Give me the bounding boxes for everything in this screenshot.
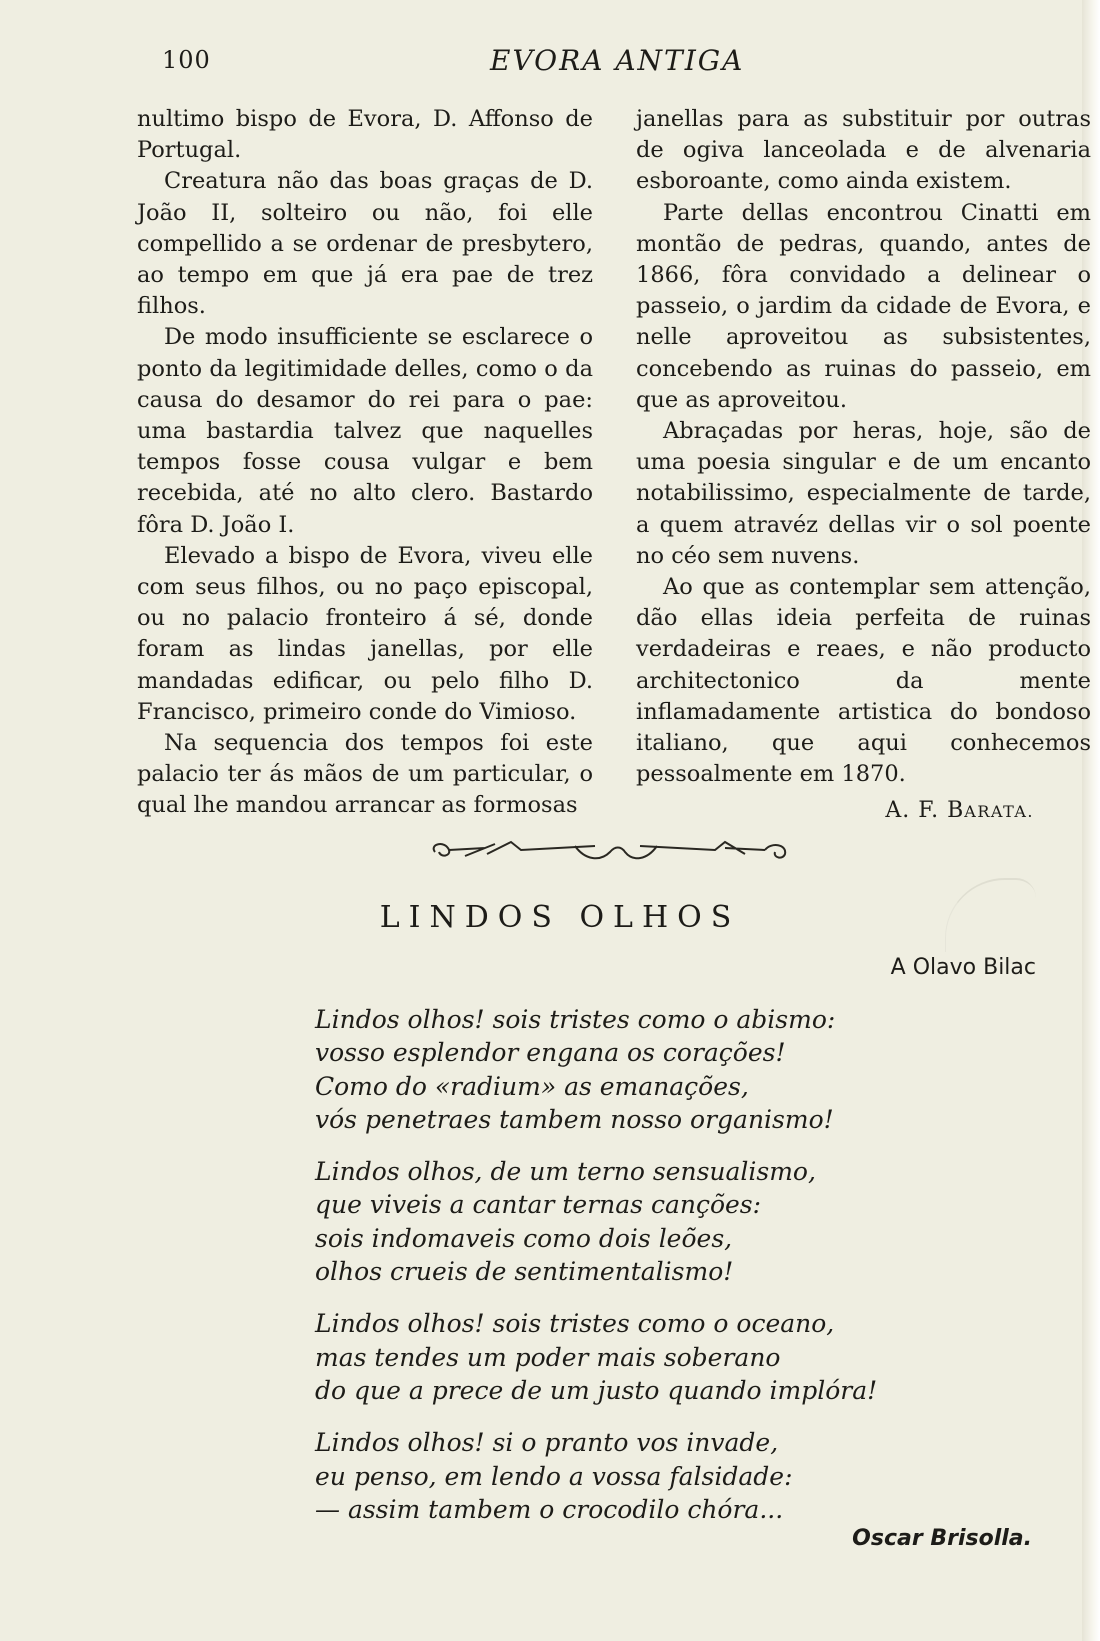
poem-title: LINDOS OLHOS bbox=[379, 900, 741, 935]
poem-line: eu penso, em lendo a vossa falsidade: bbox=[315, 1461, 793, 1491]
paragraph: De modo insufficiente se esclarece o ponto da legitimidade delles, como o da causa do desamor do rei para o pae: uma bastardia talvez que naquelles tempos fosse cousa vulgar e bem recebida, até no alto clero. Bastardo fôra D. João I. bbox=[137, 324, 593, 538]
paragraph: Creatura não das boas graças de D. João II, solteiro ou não, foi elle compellido a se ordenar de presbytero, ao tempo em que já era pae de trez filhos. bbox=[137, 168, 593, 320]
divider-ornament bbox=[425, 832, 805, 872]
poem-line: que viveis a cantar ternas canções: bbox=[315, 1190, 762, 1220]
poem-line: Lindos olhos, de um terno sensualismo, bbox=[315, 1157, 816, 1187]
article-signature bbox=[700, 798, 1034, 823]
left-column bbox=[137, 104, 593, 822]
poem-line: do que a prece de um justo quando implóra! bbox=[315, 1375, 878, 1405]
page-number: 100 bbox=[162, 46, 211, 74]
poem-stanza bbox=[315, 1426, 935, 1526]
poem-line: sois indomaveis como dois leões, bbox=[315, 1223, 733, 1253]
poem-stanza bbox=[315, 1003, 935, 1136]
poem-line: Como do «radium» as emanações, bbox=[315, 1071, 749, 1101]
poem-dedication: A Olavo Bilac bbox=[890, 955, 1036, 980]
poem-author: Oscar Brisolla. bbox=[852, 1526, 1032, 1551]
poem-stanza bbox=[315, 1307, 935, 1407]
poem-line: Lindos olhos! si o pranto vos invade, bbox=[315, 1428, 779, 1458]
running-title: EVORA ANTIGA bbox=[490, 44, 745, 77]
paragraph: janellas para as substituir por outras de ogiva lanceolada e de alvenaria esboroante, como ainda existem. bbox=[636, 106, 1091, 195]
poem-body bbox=[315, 1003, 935, 1545]
page-header bbox=[0, 46, 1100, 86]
paper-stain bbox=[945, 878, 1036, 952]
poem-stanza bbox=[315, 1155, 935, 1288]
poem-line: mas tendes um poder mais soberano bbox=[315, 1342, 781, 1372]
paragraph: Parte dellas encontrou Cinatti em montão de pedras, quando, antes de 1866, fôra convidado a delinear o passeio, o jardim da cidade de Evora, e nelle aproveitou as subsistentes, concebendo as ruinas do passeio, em que as aproveitou. bbox=[636, 199, 1091, 413]
paragraph: Abraçadas por heras, hoje, são de uma poesia singular e de um encanto notabilissimo, especialmente de tarde, a quem atravéz dellas vir o sol poente no céo sem nuvens. bbox=[636, 418, 1091, 569]
signature-surname: ARATA. bbox=[964, 802, 1034, 821]
poem-line: Lindos olhos! sois tristes como o oceano, bbox=[315, 1309, 835, 1339]
paragraph: nultimo bispo de Evora, D. Affonso de Portugal. bbox=[137, 106, 593, 164]
signature-initials: A. F. B bbox=[885, 798, 965, 823]
paragraph: Ao que as contemplar sem attenção, dão ellas ideia perfeita de ruinas verdadeiras e reaes, e não producto architectonico da mente inflamadamente artistica do bondoso italiano, que aqui conhecemos pessoalmente em 1870. bbox=[636, 574, 1091, 788]
poem-line: olhos crueis de sentimentalismo! bbox=[315, 1257, 734, 1287]
poem-line: — assim tambem o crocodilo chóra... bbox=[315, 1494, 784, 1524]
right-column bbox=[636, 104, 1091, 790]
paragraph: Elevado a bispo de Evora, viveu elle com seus filhos, ou no paço episcopal, ou no palacio fronteiro á sé, donde foram as lindas janellas, por elle mandadas edificar, ou pelo filho D. Francisco, primeiro conde do Vimioso. bbox=[137, 542, 593, 725]
paragraph: Na sequencia dos tempos foi este palacio ter ás mãos de um particular, o qual lhe mandou arrancar as formosas bbox=[137, 730, 593, 819]
poem-line: vós penetraes tambem nosso organismo! bbox=[315, 1104, 834, 1134]
poem-line: Lindos olhos! sois tristes como o abismo: bbox=[315, 1005, 836, 1034]
poem-line: vosso esplendor engana os corações! bbox=[315, 1038, 786, 1068]
